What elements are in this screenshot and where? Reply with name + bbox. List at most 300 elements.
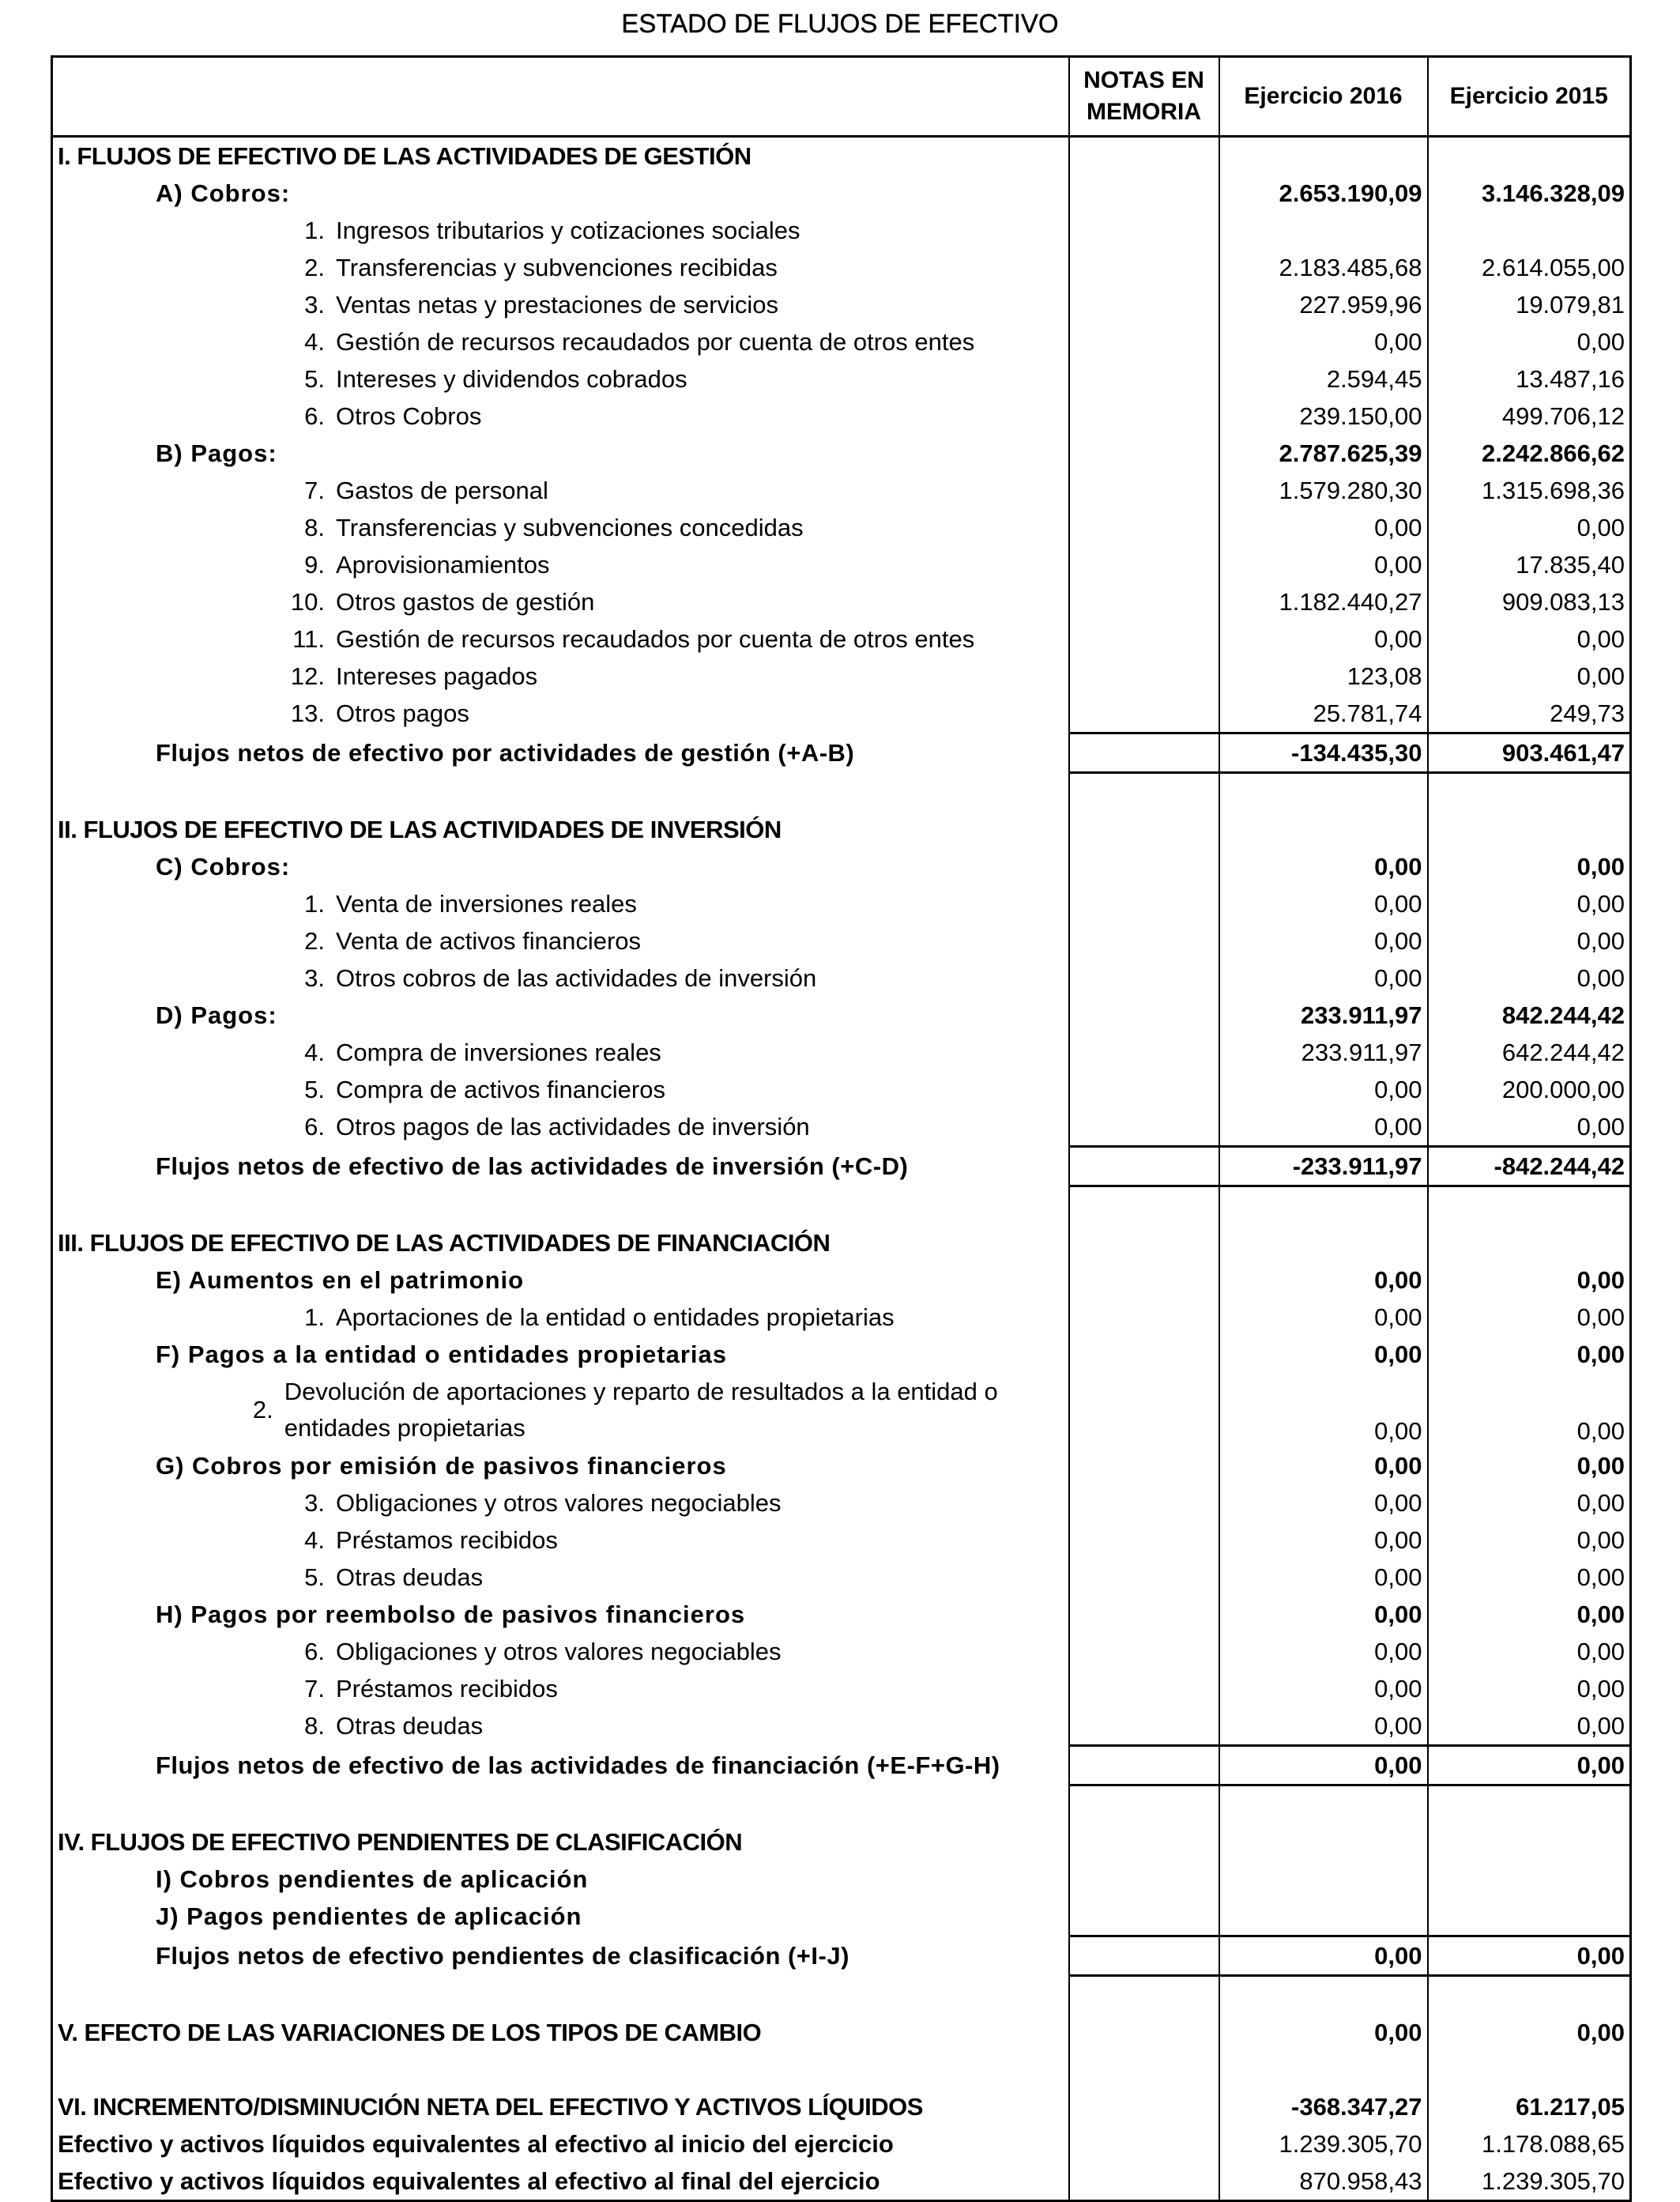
item-description (52, 658, 1069, 695)
item-number: 6. (304, 1113, 325, 1141)
spacer-cell (1219, 2051, 1428, 2088)
group-label: D) Pagos: (52, 997, 1069, 1034)
value-2016: 870.958,43 (1219, 2162, 1428, 2201)
spacer-cell (52, 1976, 1069, 2015)
spacer-cell (1428, 1785, 1631, 1824)
item-row (52, 323, 1631, 360)
item-number: 3. (304, 963, 325, 992)
value-2015: 2.242.866,62 (1481, 439, 1625, 467)
notes-cell (1069, 848, 1219, 885)
item-label: Intereses pagados (336, 662, 538, 690)
notes-cell (1069, 1559, 1219, 1596)
item-number: 12. (290, 662, 325, 690)
group-label: G) Cobros por emisión de pasivos financieros (52, 1447, 1069, 1484)
value-2015 (1428, 1861, 1631, 1898)
item-label: Obligaciones y otros valores negociables (336, 1637, 782, 1665)
item-label: Otros Cobros (336, 402, 482, 430)
item-description (52, 360, 1069, 398)
value-2016: -134.435,30 (1219, 733, 1428, 773)
item-number: 13. (290, 699, 325, 728)
value-2016 (1219, 137, 1428, 175)
notes-cell (1069, 583, 1219, 620)
spacer-cell (1428, 1976, 1631, 2015)
notes-cell (1069, 1633, 1219, 1670)
notes-cell (1069, 922, 1219, 960)
table-header-row (52, 57, 1631, 137)
item-row (52, 1559, 1631, 1596)
item-description (52, 1034, 1069, 1071)
spacer-cell (1428, 1186, 1631, 1225)
item-number: 8. (304, 1712, 325, 1740)
item-description (52, 1373, 1069, 1447)
header-description (52, 57, 1069, 137)
value-2015 (1428, 137, 1631, 175)
item-description (52, 885, 1069, 922)
item-description (52, 960, 1069, 997)
item-label: Préstamos recibidos (336, 1674, 558, 1702)
group-e-aumentos (52, 1261, 1631, 1299)
value-2016: 0,00 (1219, 2014, 1428, 2051)
section-financiacion (52, 1224, 1631, 1261)
notes-cell (1069, 1596, 1219, 1633)
notes-cell (1069, 1336, 1219, 1373)
spacer-row (52, 1785, 1631, 1824)
value-2015: 0,00 (1576, 1600, 1625, 1628)
efectivo-inicio (52, 2125, 1631, 2162)
value-2015: 909.083,13 (1501, 587, 1625, 616)
total-label: Flujos netos de efectivo de las actividades de financiación (+E-F+G-H) (52, 1746, 1069, 1785)
item-label: Otras deudas (336, 1563, 484, 1591)
item-number: 2. (304, 253, 325, 281)
item-label: Obligaciones y otros valores negociables (336, 1488, 782, 1517)
item-row (52, 583, 1631, 620)
item-row (52, 1670, 1631, 1707)
item-label: Ingresos tributarios y cotizaciones sociales (336, 216, 800, 244)
item-row (52, 1484, 1631, 1521)
item-number: 7. (304, 1674, 325, 1702)
item-label: Transferencias y subvenciones concedidas (336, 513, 804, 541)
value-2015: -842.244,42 (1428, 1147, 1631, 1186)
total-inversion (52, 1147, 1631, 1186)
item-description (52, 1670, 1069, 1707)
notes-cell (1069, 695, 1219, 733)
value-2015: 0,00 (1576, 1674, 1625, 1702)
value-2015: 0,00 (1576, 852, 1625, 880)
group-label: B) Pagos: (52, 435, 1069, 472)
group-label: C) Cobros: (52, 848, 1069, 885)
item-label: Préstamos recibidos (336, 1525, 558, 1554)
item-label: Devolución de aportaciones y reparto de resultados a la entidad o entidades propietarias (284, 1378, 998, 1442)
value-2015: 1.315.698,36 (1481, 476, 1625, 504)
notes-cell (1069, 2162, 1219, 2201)
item-row (52, 1299, 1631, 1336)
notes-cell (1069, 323, 1219, 360)
header-notas-line2: MEMORIA (1087, 99, 1201, 125)
value-2016: 2.787.625,39 (1219, 435, 1428, 472)
item-number: 2. (252, 1396, 273, 1423)
notes-cell (1069, 1261, 1219, 1299)
cash-flow-table (51, 55, 1632, 2202)
value-2015: 0,00 (1576, 1112, 1625, 1141)
value-2016 (1219, 212, 1428, 249)
value-2016: 239.150,00 (1219, 398, 1428, 435)
item-number: 5. (304, 364, 325, 393)
value-2016: 0,00 (1219, 1336, 1428, 1373)
value-2015: 0,00 (1576, 1637, 1625, 1665)
notes-cell (1069, 472, 1219, 509)
item-label: Gastos de personal (336, 476, 548, 504)
value-2015: 0,00 (1576, 1711, 1625, 1740)
total-pendientes (52, 1936, 1631, 1976)
item-number: 4. (304, 327, 325, 356)
value-2016: 233.911,97 (1219, 1034, 1428, 1071)
value-2015: 0,00 (1576, 1563, 1625, 1591)
value-2015 (1428, 1898, 1631, 1936)
value-2016: 0,00 (1219, 1108, 1428, 1147)
spacer-cell (52, 1785, 1069, 1824)
value-2015: 0,00 (1576, 1451, 1625, 1480)
spacer-cell (1219, 1785, 1428, 1824)
value-2015: 19.079,81 (1516, 290, 1625, 319)
value-2016: 0,00 (1219, 848, 1428, 885)
value-2016: 1.182.440,27 (1219, 583, 1428, 620)
section-title: IV. FLUJOS DE EFECTIVO PENDIENTES DE CLASIFICACIÓN (52, 1823, 1069, 1861)
notes-cell (1069, 1898, 1219, 1936)
item-label: Intereses y dividendos cobrados (336, 364, 687, 393)
item-description (52, 1484, 1069, 1521)
value-2016: 0,00 (1219, 1071, 1428, 1108)
value-2015: 0,00 (1576, 1417, 1625, 1445)
spacer-cell (1428, 2051, 1631, 2088)
item-number: 3. (304, 290, 325, 319)
notes-cell (1069, 1484, 1219, 1521)
value-2015: 0,00 (1428, 1936, 1631, 1976)
value-2016: 1.579.280,30 (1219, 472, 1428, 509)
total-label: Flujos netos de efectivo por actividades de gestión (+A-B) (52, 733, 1069, 773)
group-c-cobros (52, 848, 1631, 885)
item-description (52, 509, 1069, 546)
value-2015: 0,00 (1576, 327, 1625, 356)
group-label: A) Cobros: (52, 175, 1069, 212)
group-a-cobros (52, 175, 1631, 212)
item-description (52, 1633, 1069, 1670)
value-2015: 0,00 (1576, 2018, 1625, 2046)
item-row (52, 509, 1631, 546)
value-2015: 17.835,40 (1516, 550, 1625, 579)
item-row-two-line (52, 1373, 1631, 1447)
value-2016: 0,00 (1219, 922, 1428, 960)
value-2016: 233.911,97 (1219, 997, 1428, 1034)
item-description (52, 286, 1069, 323)
item-row (52, 1071, 1631, 1108)
item-label: Venta de activos financieros (336, 926, 642, 955)
value-2016: 2.594,45 (1219, 360, 1428, 398)
item-label: Compra de activos financieros (336, 1075, 665, 1103)
value-2015: 499.706,12 (1501, 402, 1625, 430)
item-number: 3. (304, 1488, 325, 1517)
spacer-row (52, 773, 1631, 812)
item-number: 8. (304, 513, 325, 541)
notes-cell (1069, 137, 1219, 175)
item-number: 5. (304, 1075, 325, 1103)
notes-cell (1069, 1861, 1219, 1898)
value-2015: 0,00 (1576, 926, 1625, 955)
notes-cell (1069, 1299, 1219, 1336)
value-2015: 0,00 (1576, 624, 1625, 653)
spacer-cell (1069, 1785, 1219, 1824)
item-label: Otros gastos de gestión (336, 587, 595, 616)
notes-cell (1069, 811, 1219, 848)
value-2016: -233.911,97 (1219, 1147, 1428, 1186)
spacer-cell (52, 2051, 1069, 2088)
notes-cell (1069, 1147, 1219, 1186)
value-2015: 61.217,05 (1516, 2092, 1625, 2121)
notes-cell (1069, 212, 1219, 249)
value-2015: 642.244,42 (1501, 1038, 1625, 1066)
item-label: Aprovisionamientos (336, 550, 550, 579)
item-number: 1. (304, 1303, 325, 1331)
group-label: H) Pagos por reembolso de pasivos financieros (52, 1596, 1069, 1633)
item-row (52, 286, 1631, 323)
notes-cell (1069, 2088, 1219, 2125)
total-label: Flujos netos de efectivo pendientes de clasificación (+I-J) (52, 1936, 1069, 1976)
group-label: E) Aumentos en el patrimonio (52, 1261, 1069, 1299)
value-2016: 0,00 (1219, 960, 1428, 997)
notes-cell (1069, 1071, 1219, 1108)
value-2016: 0,00 (1219, 1521, 1428, 1559)
value-2015 (1428, 811, 1631, 848)
item-description (52, 695, 1069, 733)
notes-cell (1069, 1823, 1219, 1861)
section-incremento (52, 2088, 1631, 2125)
spacer-cell (1219, 773, 1428, 812)
value-2016: 0,00 (1219, 509, 1428, 546)
item-label: Otros pagos de las actividades de inversión (336, 1113, 810, 1141)
total-gestion (52, 733, 1631, 773)
item-label: Aportaciones de la entidad o entidades propietarias (336, 1303, 895, 1331)
notes-cell (1069, 546, 1219, 583)
value-2016 (1219, 1861, 1428, 1898)
value-2016: 0,00 (1219, 1484, 1428, 1521)
group-g-cobros (52, 1447, 1631, 1484)
group-label: J) Pagos pendientes de aplicación (52, 1898, 1069, 1936)
item-number: 4. (304, 1525, 325, 1554)
value-2016: 1.239.305,70 (1219, 2125, 1428, 2162)
value-2015: 0,00 (1576, 1265, 1625, 1294)
item-row (52, 885, 1631, 922)
efectivo-inicio-label: Efectivo y activos líquidos equivalentes al efectivo al inicio del ejercicio (52, 2125, 1069, 2162)
item-description (52, 583, 1069, 620)
item-row (52, 658, 1631, 695)
value-2016: 0,00 (1219, 1596, 1428, 1633)
item-row (52, 360, 1631, 398)
item-row (52, 546, 1631, 583)
value-2016: 0,00 (1219, 546, 1428, 583)
notes-cell (1069, 1034, 1219, 1071)
spacer-cell (1069, 1186, 1219, 1225)
value-2015: 0,00 (1576, 513, 1625, 541)
notes-cell (1069, 1936, 1219, 1976)
notes-cell (1069, 885, 1219, 922)
value-2016: 0,00 (1219, 1299, 1428, 1336)
value-2016: 25.781,74 (1219, 695, 1428, 733)
header-2015: Ejercicio 2015 (1428, 57, 1631, 137)
item-number: 11. (292, 624, 325, 653)
item-description (52, 1707, 1069, 1746)
spacer-cell (1069, 2051, 1219, 2088)
item-label: Gestión de recursos recaudados por cuenta de otros entes (336, 624, 975, 653)
section-tipos-cambio (52, 2014, 1631, 2051)
section-gestion (52, 137, 1631, 175)
item-row (52, 1633, 1631, 1670)
value-2015: 249,73 (1550, 699, 1625, 727)
item-number: 9. (304, 550, 325, 579)
item-number: 6. (304, 402, 325, 430)
value-2016 (1219, 811, 1428, 848)
value-2015: 1.239.305,70 (1481, 2166, 1625, 2195)
value-2016 (1219, 1898, 1428, 1936)
value-2015: 0,00 (1576, 1488, 1625, 1517)
group-j-pagos (52, 1898, 1631, 1936)
value-2016: 0,00 (1219, 1936, 1428, 1976)
item-number: 1. (304, 889, 325, 918)
value-2016: -368.347,27 (1219, 2088, 1428, 2125)
notes-cell (1069, 360, 1219, 398)
value-2015: 13.487,16 (1516, 364, 1625, 393)
value-2016: 227.959,96 (1219, 286, 1428, 323)
value-2016: 0,00 (1219, 323, 1428, 360)
page-title: ESTADO DE FLUJOS DE EFECTIVO (621, 9, 1059, 38)
value-2016: 0,00 (1219, 1746, 1428, 1785)
value-2015: 842.244,42 (1501, 1001, 1625, 1029)
item-row (52, 212, 1631, 249)
notes-cell (1069, 658, 1219, 695)
value-2016: 123,08 (1219, 658, 1428, 695)
item-number: 5. (304, 1563, 325, 1591)
item-description (52, 398, 1069, 435)
item-wrap (53, 1374, 1064, 1446)
item-label: Ventas netas y prestaciones de servicios (336, 290, 779, 319)
item-description (52, 922, 1069, 960)
notes-cell (1069, 175, 1219, 212)
spacer-cell (52, 1186, 1069, 1225)
spacer-cell (1069, 1976, 1219, 2015)
value-2015: 200.000,00 (1501, 1075, 1625, 1103)
spacer-cell (52, 773, 1069, 812)
efectivo-final-label: Efectivo y activos líquidos equivalentes al efectivo al final del ejercicio (52, 2162, 1069, 2201)
item-row (52, 695, 1631, 733)
value-2015: 903.461,47 (1428, 733, 1631, 773)
item-number: 10. (290, 587, 325, 616)
header-notas (1069, 57, 1219, 137)
item-row (52, 249, 1631, 286)
group-h-pagos (52, 1596, 1631, 1633)
group-f-pagos (52, 1336, 1631, 1373)
notes-cell (1069, 1447, 1219, 1484)
item-description (52, 1521, 1069, 1559)
notes-cell (1069, 1707, 1219, 1746)
total-label: Flujos netos de efectivo de las actividades de inversión (+C-D) (52, 1147, 1069, 1186)
item-row (52, 1034, 1631, 1071)
item-number: 6. (304, 1637, 325, 1665)
notes-cell (1069, 398, 1219, 435)
section-title: VI. INCREMENTO/DISMINUCIÓN NETA DEL EFECTIVO Y ACTIVOS LÍQUIDOS (52, 2088, 1069, 2125)
value-2015: 0,00 (1576, 1340, 1625, 1368)
value-2016: 0,00 (1219, 620, 1428, 658)
spacer-row (52, 1976, 1631, 2015)
item-label: Otros cobros de las actividades de inversión (336, 963, 817, 992)
item-description (52, 1071, 1069, 1108)
spacer-cell (1219, 1186, 1428, 1225)
value-2015: 0,00 (1576, 662, 1625, 690)
header-notas-line1: NOTAS EN (1083, 67, 1204, 93)
value-2016: 0,00 (1219, 885, 1428, 922)
value-2015: 0,00 (1428, 1746, 1631, 1785)
spacer-cell (1069, 773, 1219, 812)
notes-cell (1069, 1521, 1219, 1559)
notes-cell (1069, 1746, 1219, 1785)
item-description (52, 323, 1069, 360)
section-title: I. FLUJOS DE EFECTIVO DE LAS ACTIVIDADES DE GESTIÓN (52, 137, 1069, 175)
value-2015: 2.614.055,00 (1481, 253, 1625, 281)
group-label: I) Cobros pendientes de aplicación (52, 1861, 1069, 1898)
value-2016 (1219, 1224, 1428, 1261)
item-description (52, 212, 1069, 249)
notes-cell (1069, 2125, 1219, 2162)
item-number: 2. (304, 926, 325, 955)
item-description (52, 1299, 1069, 1336)
item-row (52, 1521, 1631, 1559)
item-label: Compra de inversiones reales (336, 1038, 661, 1066)
value-2015 (1428, 212, 1631, 249)
item-label: Otras deudas (336, 1712, 484, 1740)
value-2015: 3.146.328,09 (1481, 179, 1625, 207)
group-label: F) Pagos a la entidad o entidades propietarias (52, 1336, 1069, 1373)
notes-cell (1069, 1108, 1219, 1147)
value-2016 (1219, 1823, 1428, 1861)
value-2016: 0,00 (1219, 1633, 1428, 1670)
notes-cell (1069, 1224, 1219, 1261)
notes-cell (1069, 249, 1219, 286)
value-2016: 0,00 (1219, 1559, 1428, 1596)
notes-cell (1069, 1670, 1219, 1707)
value-2015 (1428, 1224, 1631, 1261)
value-2016: 0,00 (1219, 1261, 1428, 1299)
total-financiacion (52, 1746, 1631, 1785)
header-2016: Ejercicio 2016 (1219, 57, 1428, 137)
item-row (52, 1108, 1631, 1147)
value-2016: 0,00 (1219, 1670, 1428, 1707)
item-description (52, 620, 1069, 658)
item-description (52, 1559, 1069, 1596)
item-number: 7. (304, 476, 325, 504)
value-2015: 0,00 (1576, 1303, 1625, 1331)
notes-cell (1069, 435, 1219, 472)
efectivo-final (52, 2162, 1631, 2201)
item-row (52, 960, 1631, 997)
value-2015: 0,00 (1576, 1525, 1625, 1554)
item-row (52, 472, 1631, 509)
spacer-cell (1428, 773, 1631, 812)
item-description (52, 1108, 1069, 1147)
spacer-row (52, 1186, 1631, 1225)
group-d-pagos (52, 997, 1631, 1034)
spacer-cell (1219, 1976, 1428, 2015)
section-title: V. EFECTO DE LAS VARIACIONES DE LOS TIPOS DE CAMBIO (52, 2014, 1069, 2051)
value-2016: 0,00 (1219, 1373, 1428, 1447)
section-title: II. FLUJOS DE EFECTIVO DE LAS ACTIVIDADES DE INVERSIÓN (52, 811, 1069, 848)
item-label: Transferencias y subvenciones recibidas (336, 253, 778, 281)
